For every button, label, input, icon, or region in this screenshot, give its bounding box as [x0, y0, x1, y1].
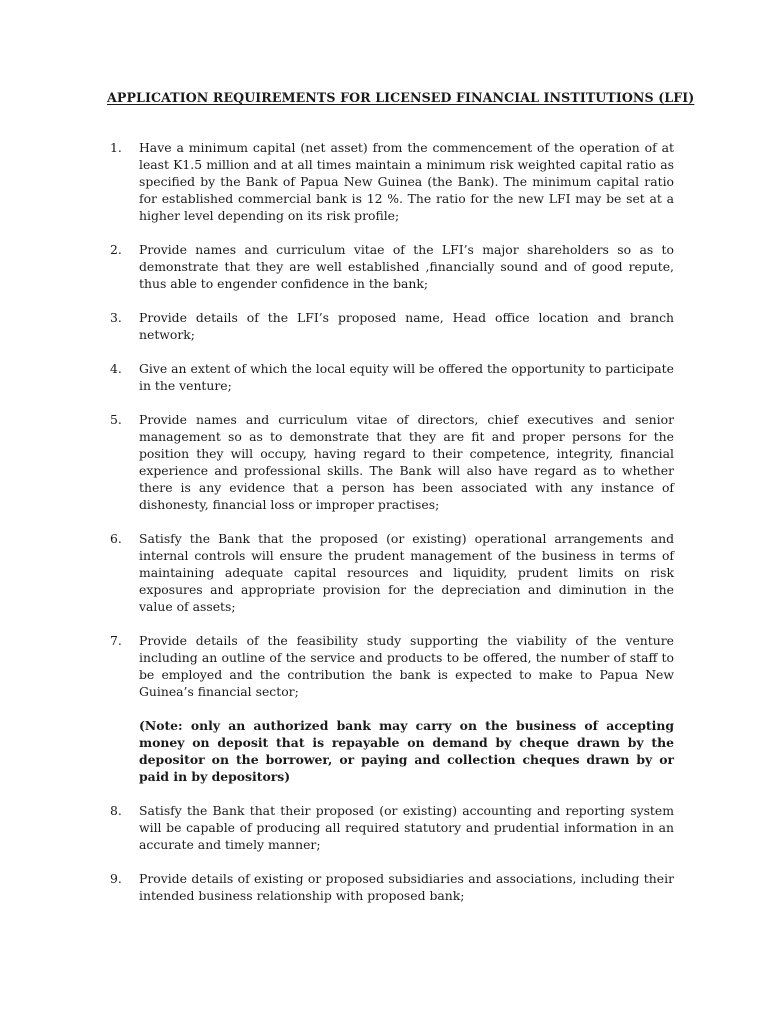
item-note: (Note: only an authorized bank may carry on the business of accepting money on deposit that is repayable on demand by cheque drawn by the depositor on the borrower, or paying and collection cheques drawn by or paid in by depositors): [139, 718, 674, 784]
item-number: 5.: [110, 412, 122, 427]
item-text: Provide names and curriculum vitae of the LFI’s major shareholders so as to demonstrate that they are well established ,financially sound and of good repute, thus able to engender confidence in the bank;: [139, 242, 674, 291]
item-text: Give an extent of which the local equity will be offered the opportunity to participate in the venture;: [139, 361, 674, 393]
list-item: [110, 530, 674, 615]
list-item: [110, 632, 674, 785]
list-item: [110, 870, 674, 904]
item-number: 3.: [110, 310, 122, 325]
requirements-list: [110, 139, 674, 921]
item-number: 4.: [110, 361, 122, 376]
item-text: Provide details of the LFI’s proposed name, Head office location and branch network;: [139, 310, 674, 342]
item-number: 2.: [110, 242, 122, 257]
item-number: 9.: [110, 871, 122, 886]
list-item: [110, 360, 674, 394]
document-title: APPLICATION REQUIREMENTS FOR LICENSED FINANCIAL INSTITUTIONS (LFI): [107, 90, 695, 105]
item-number: 1.: [110, 140, 122, 155]
item-text: Provide details of the feasibility study supporting the viability of the venture including an outline of the service and products to be offered, the number of staff to be employed and the contribution the bank is expected to make to Papua New Guinea’s financial sector;: [139, 633, 674, 699]
list-item: [110, 241, 674, 292]
list-item: [110, 411, 674, 513]
item-text: Have a minimum capital (net asset) from the commencement of the operation of at least K1.5 million and at all times maintain a minimum risk weighted capital ratio as specified by the Bank of Papua New Guinea (the Bank). The minimum capital ratio for established commercial bank is 12 %. The ratio for the new LFI may be set at a higher level depending on its risk profile;: [139, 140, 674, 223]
list-item: [110, 139, 674, 224]
item-text: Satisfy the Bank that their proposed (or existing) accounting and reporting system will be capable of producing all required statutory and prudential information in an accurate and timely manner;: [139, 803, 674, 852]
item-text: Satisfy the Bank that the proposed (or existing) operational arrangements and internal controls will ensure the prudent management of the business in terms of maintaining adequate capital resources and liquidity, prudent limits on risk exposures and appropriate provision for the depreciation and diminution in the value of assets;: [139, 531, 674, 614]
list-item: [110, 309, 674, 343]
item-number: 6.: [110, 531, 122, 546]
item-text: Provide details of existing or proposed subsidiaries and associations, including their intended business relationship with proposed bank;: [139, 871, 674, 903]
item-number: 8.: [110, 803, 122, 818]
item-body: [139, 632, 674, 785]
item-text: Provide names and curriculum vitae of directors, chief executives and senior management so as to demonstrate that they are fit and proper persons for the position they will occupy, having regard to their competence, integrity, financial experience and professional skills. The Bank will also have regard as to whether there is any evidence that a person has been associated with any instance of dishonesty, financial loss or improper practises;: [139, 412, 674, 512]
item-number: 7.: [110, 633, 122, 648]
list-item: [110, 802, 674, 853]
